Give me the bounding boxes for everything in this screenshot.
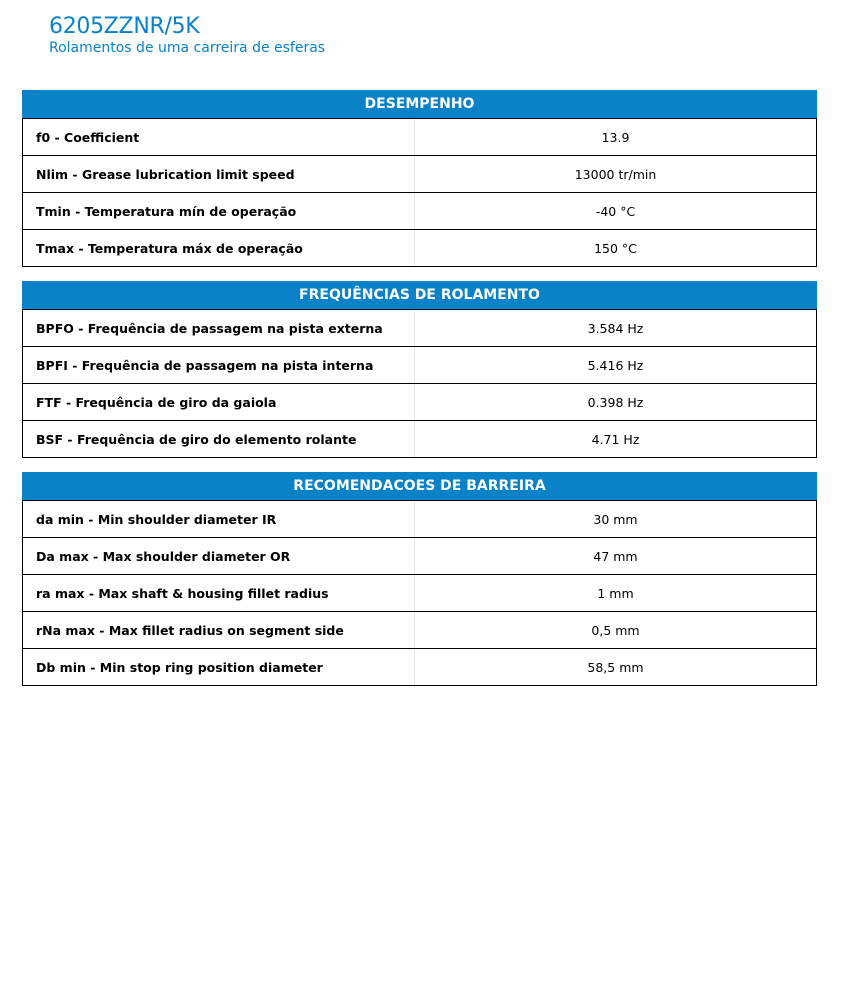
row-label: da min - Min shoulder diameter IR bbox=[23, 501, 415, 537]
product-code: 6205ZZNR/5K bbox=[49, 14, 200, 39]
table-row bbox=[23, 575, 816, 612]
product-description: Rolamentos de uma carreira de esferas bbox=[49, 40, 326, 56]
product-header bbox=[49, 14, 325, 56]
table-row bbox=[23, 309, 816, 347]
table-row bbox=[23, 649, 816, 686]
section-header: FREQUÊNCIAS DE ROLAMENTO bbox=[22, 281, 817, 309]
table-row bbox=[23, 500, 816, 538]
row-value: 1 mm bbox=[597, 585, 634, 601]
table-row bbox=[23, 347, 816, 384]
row-value: 4.71 Hz bbox=[591, 431, 640, 447]
table-row bbox=[23, 538, 816, 575]
row-value: 0,5 mm bbox=[591, 622, 640, 638]
row-value: 0.398 Hz bbox=[587, 394, 644, 410]
section-barrier-recommendations bbox=[22, 472, 817, 686]
section-header: RECOMENDACOES DE BARREIRA bbox=[22, 472, 817, 500]
table-row bbox=[23, 421, 816, 458]
section-bearing-frequencies bbox=[22, 281, 817, 458]
section-performance bbox=[22, 90, 817, 267]
row-label: Tmin - Temperatura mín de operação bbox=[23, 193, 415, 229]
row-value: 58,5 mm bbox=[587, 659, 644, 675]
row-value: 13.9 bbox=[601, 129, 630, 145]
row-label: Da max - Max shoulder diameter OR bbox=[23, 538, 415, 574]
table-row bbox=[23, 118, 816, 156]
row-label: BSF - Frequência de giro do elemento rolante bbox=[23, 421, 415, 457]
row-value: 3.584 Hz bbox=[587, 320, 644, 336]
row-value: -40 °C bbox=[595, 203, 636, 219]
row-label: BPFI - Frequência de passagem na pista interna bbox=[23, 347, 415, 383]
row-value: 47 mm bbox=[593, 548, 638, 564]
section-header: DESEMPENHO bbox=[22, 90, 817, 118]
row-label: BPFO - Frequência de passagem na pista externa bbox=[23, 310, 415, 346]
spec-table bbox=[22, 118, 817, 267]
row-label: ra max - Max shaft & housing fillet radius bbox=[23, 575, 415, 611]
row-label: rNa max - Max fillet radius on segment side bbox=[23, 612, 415, 648]
row-value: 13000 tr/min bbox=[574, 166, 657, 182]
row-label: Db min - Min stop ring position diameter bbox=[23, 649, 415, 685]
row-value: 5.416 Hz bbox=[587, 357, 644, 373]
spec-table bbox=[22, 309, 817, 458]
table-row bbox=[23, 193, 816, 230]
table-row bbox=[23, 384, 816, 421]
row-label: f0 - Coefficient bbox=[23, 119, 415, 155]
row-label: Nlim - Grease lubrication limit speed bbox=[23, 156, 415, 192]
spec-table bbox=[22, 500, 817, 686]
row-value: 150 °C bbox=[594, 240, 637, 256]
row-label: Tmax - Temperatura máx de operação bbox=[23, 230, 415, 266]
row-label: FTF - Frequência de giro da gaiola bbox=[23, 384, 415, 420]
table-row bbox=[23, 612, 816, 649]
table-row bbox=[23, 230, 816, 267]
table-row bbox=[23, 156, 816, 193]
row-value: 30 mm bbox=[593, 511, 638, 527]
